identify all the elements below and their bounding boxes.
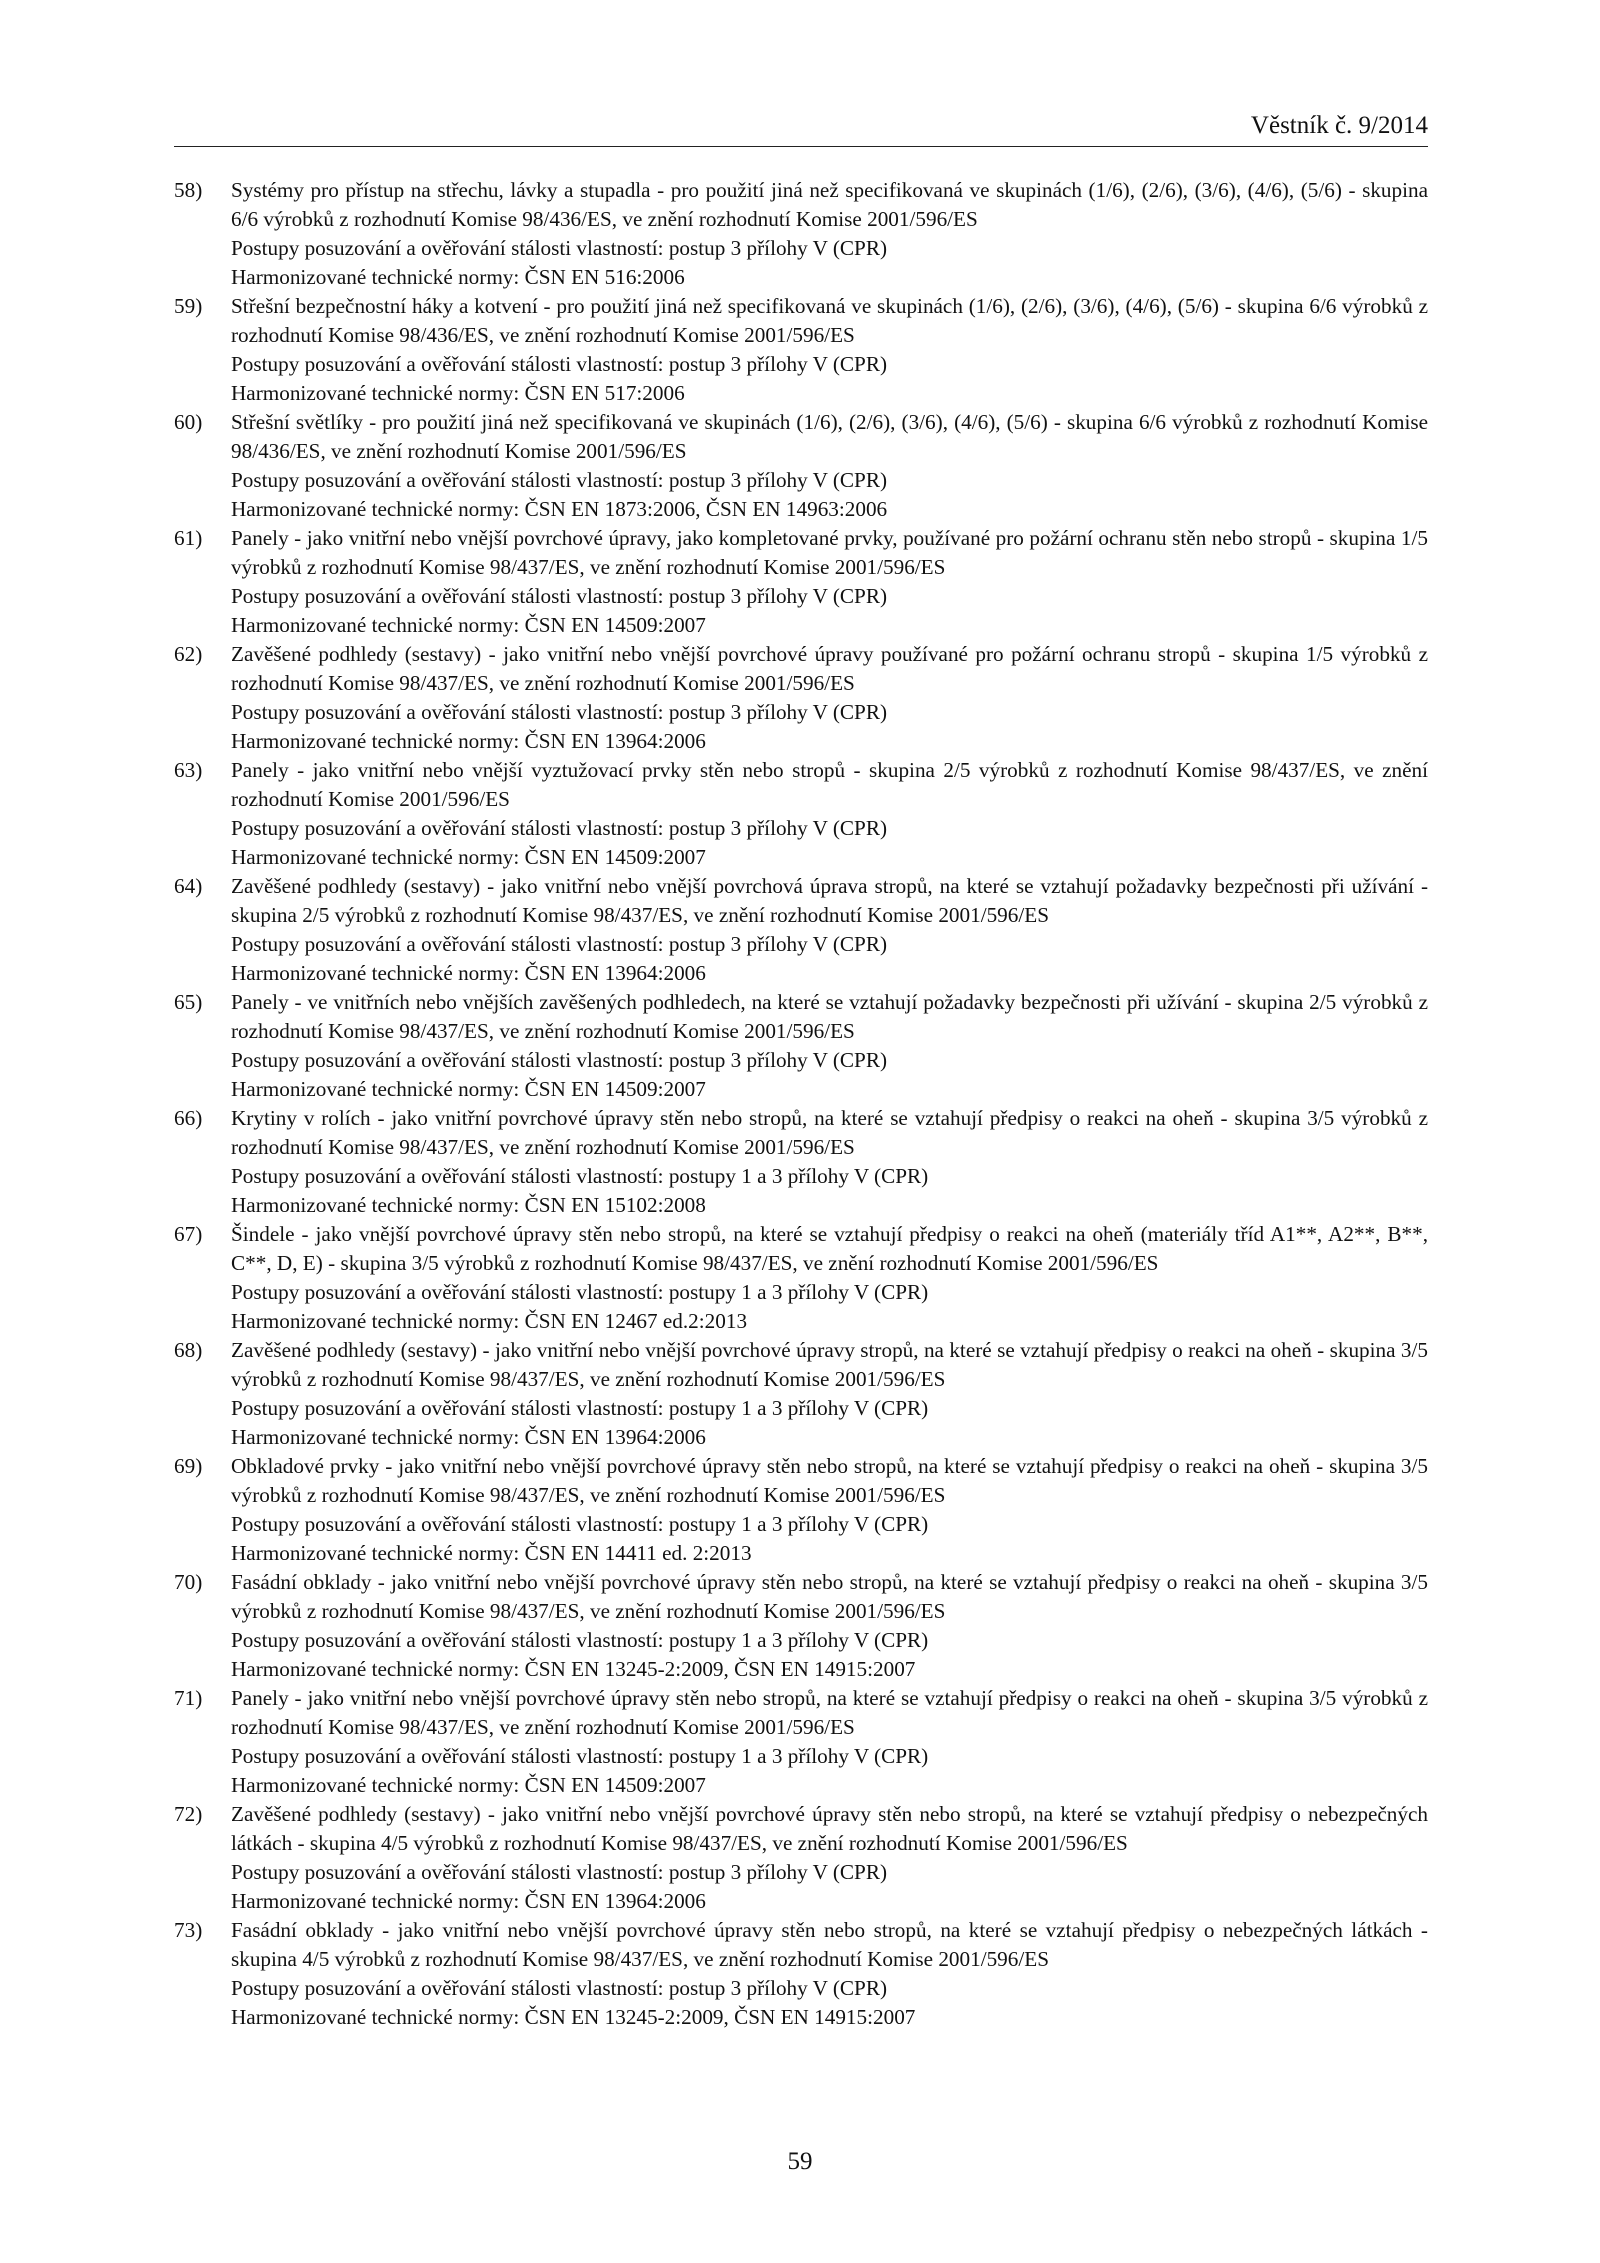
item-procedure: Postupy posuzování a ověřování stálosti vlastností: postupy 1 a 3 přílohy V (CPR): [231, 1512, 929, 1536]
item-number: 70): [174, 1570, 203, 1594]
item-description: Zavěšené podhledy (sestavy) - jako vnitřní nebo vnější povrchové úpravy stropů, na které se vztahují předpisy o reakci na oheň - skupina 3/5 výrobků z rozhodnutí Komise 98/437/ES, ve znění rozhodnutí Komise 2001/596/ES: [231, 1338, 1428, 1391]
list-item: [174, 1336, 1428, 1452]
list-item: [174, 1104, 1428, 1220]
list-item: [174, 408, 1428, 524]
item-procedure: Postupy posuzování a ověřování stálosti vlastností: postupy 1 a 3 přílohy V (CPR): [231, 1744, 929, 1768]
item-number: 64): [174, 874, 203, 898]
list-item: [174, 1916, 1428, 2032]
item-description: Zavěšené podhledy (sestavy) - jako vnitřní nebo vnější povrchové úpravy používané pro požární ochranu stropů - skupina 1/5 výrobků z rozhodnutí Komise 98/437/ES, ve znění rozhodnutí Komise 2001/596/ES: [231, 642, 1428, 695]
list-item: [174, 756, 1428, 872]
list-item: [174, 1800, 1428, 1916]
item-procedure: Postupy posuzování a ověřování stálosti vlastností: postupy 1 a 3 přílohy V (CPR): [231, 1396, 929, 1420]
page-number: 59: [787, 2148, 813, 2175]
item-norms: Harmonizované technické normy: ČSN EN 14509:2007: [231, 1077, 706, 1101]
list-item: [174, 1220, 1428, 1336]
item-norms: Harmonizované technické normy: ČSN EN 12467 ed.2:2013: [231, 1309, 748, 1333]
item-norms: Harmonizované technické normy: ČSN EN 14509:2007: [231, 1773, 706, 1797]
item-number: 71): [174, 1686, 203, 1710]
item-description: Zavěšené podhledy (sestavy) - jako vnitřní nebo vnější povrchové úpravy stěn nebo stropů, na které se vztahují předpisy o nebezpečných látkách - skupina 4/5 výrobků z rozhodnutí Komise 98/437/ES, ve znění rozhodnutí Komise 2001/596/ES: [231, 1802, 1428, 1855]
item-number: 65): [174, 990, 203, 1014]
item-norms: Harmonizované technické normy: ČSN EN 13245-2:2009, ČSN EN 14915:2007: [231, 2005, 916, 2029]
item-number: 66): [174, 1106, 203, 1130]
item-norms: Harmonizované technické normy: ČSN EN 1873:2006, ČSN EN 14963:2006: [231, 497, 888, 521]
list-item: [174, 176, 1428, 292]
item-number: 67): [174, 1222, 203, 1246]
item-norms: Harmonizované technické normy: ČSN EN 516:2006: [231, 265, 685, 289]
item-procedure: Postupy posuzování a ověřování stálosti vlastností: postupy 1 a 3 přílohy V (CPR): [231, 1280, 929, 1304]
item-number: 61): [174, 526, 203, 550]
document-body: [174, 176, 1428, 2032]
item-norms: Harmonizované technické normy: ČSN EN 517:2006: [231, 381, 685, 405]
list-item: [174, 1684, 1428, 1800]
journal-title: Věstník č. 9/2014: [1250, 112, 1428, 139]
item-norms: Harmonizované technické normy: ČSN EN 13964:2006: [231, 729, 706, 753]
item-description: Šindele - jako vnější povrchové úpravy stěn nebo stropů, na které se vztahují předpisy o reakci na oheň (materiály tříd A1**, A2**, B**, C**, D, E) - skupina 3/5 výrobků z rozhodnutí Komise 98/437/ES, ve znění rozhodnutí Komise 2001/596/ES: [231, 1222, 1428, 1275]
item-norms: Harmonizované technické normy: ČSN EN 13964:2006: [231, 1425, 706, 1449]
item-number: 58): [174, 178, 203, 202]
list-item: [174, 640, 1428, 756]
list-item: [174, 1452, 1428, 1568]
item-description: Zavěšené podhledy (sestavy) - jako vnitřní nebo vnější povrchová úprava stropů, na které se vztahují požadavky bezpečnosti při užívání - skupina 2/5 výrobků z rozhodnutí Komise 98/437/ES, ve znění rozhodnutí Komise 2001/596/ES: [231, 874, 1428, 927]
item-procedure: Postupy posuzování a ověřování stálosti vlastností: postup 3 přílohy V (CPR): [231, 468, 888, 492]
item-number: 60): [174, 410, 203, 434]
item-description: Krytiny v rolích - jako vnitřní povrchové úpravy stěn nebo stropů, na které se vztahují předpisy o reakci na oheň - skupina 3/5 výrobků z rozhodnutí Komise 98/437/ES, ve znění rozhodnutí Komise 2001/596/ES: [231, 1106, 1428, 1159]
item-procedure: Postupy posuzování a ověřování stálosti vlastností: postup 3 přílohy V (CPR): [231, 816, 888, 840]
item-procedure: Postupy posuzování a ověřování stálosti vlastností: postup 3 přílohy V (CPR): [231, 700, 888, 724]
list-item: [174, 872, 1428, 988]
item-procedure: Postupy posuzování a ověřování stálosti vlastností: postup 3 přílohy V (CPR): [231, 1860, 888, 1884]
item-procedure: Postupy posuzování a ověřování stálosti vlastností: postupy 1 a 3 přílohy V (CPR): [231, 1628, 929, 1652]
item-number: 69): [174, 1454, 203, 1478]
item-description: Panely - ve vnitřních nebo vnějších zavěšených podhledech, na které se vztahují požadavky bezpečnosti při užívání - skupina 2/5 výrobků z rozhodnutí Komise 98/437/ES, ve znění rozhodnutí Komise 2001/596/ES: [231, 990, 1428, 1043]
item-norms: Harmonizované technické normy: ČSN EN 14509:2007: [231, 845, 706, 869]
item-norms: Harmonizované technické normy: ČSN EN 14411 ed. 2:2013: [231, 1541, 752, 1565]
item-number: 63): [174, 758, 203, 782]
item-description: Fasádní obklady - jako vnitřní nebo vnější povrchové úpravy stěn nebo stropů, na které se vztahují předpisy o nebezpečných látkách - skupina 4/5 výrobků z rozhodnutí Komise 98/437/ES, ve znění rozhodnutí Komise 2001/596/ES: [231, 1918, 1428, 1971]
list-item: [174, 524, 1428, 640]
item-description: Střešní bezpečnostní háky a kotvení - pro použití jiná než specifikovaná ve skupinách (1/6), (2/6), (3/6), (4/6), (5/6) - skupina 6/6 výrobků z rozhodnutí Komise 98/436/ES, ve znění rozhodnutí Komise 2001/596/ES: [231, 294, 1428, 347]
item-description: Panely - jako vnitřní nebo vnější povrchové úpravy, jako kompletované prvky, používané pro požární ochranu stěn nebo stropů - skupina 1/5 výrobků z rozhodnutí Komise 98/437/ES, ve znění rozhodnutí Komise 2001/596/ES: [231, 526, 1428, 579]
item-norms: Harmonizované technické normy: ČSN EN 13964:2006: [231, 1889, 706, 1913]
item-description: Fasádní obklady - jako vnitřní nebo vnější povrchové úpravy stěn nebo stropů, na které se vztahují předpisy o reakci na oheň - skupina 3/5 výrobků z rozhodnutí Komise 98/437/ES, ve znění rozhodnutí Komise 2001/596/ES: [231, 1570, 1428, 1623]
item-procedure: Postupy posuzování a ověřování stálosti vlastností: postup 3 přílohy V (CPR): [231, 584, 888, 608]
item-number: 68): [174, 1338, 203, 1362]
item-number: 59): [174, 294, 203, 318]
item-number: 73): [174, 1918, 203, 1942]
list-item: [174, 988, 1428, 1104]
item-number: 72): [174, 1802, 203, 1826]
list-item: [174, 292, 1428, 408]
item-procedure: Postupy posuzování a ověřování stálosti vlastností: postup 3 přílohy V (CPR): [231, 352, 888, 376]
item-norms: Harmonizované technické normy: ČSN EN 15102:2008: [231, 1193, 706, 1217]
item-description: Střešní světlíky - pro použití jiná než specifikovaná ve skupinách (1/6), (2/6), (3/6), (4/6), (5/6) - skupina 6/6 výrobků z rozhodnutí Komise 98/436/ES, ve znění rozhodnutí Komise 2001/596/ES: [231, 410, 1428, 463]
item-number: 62): [174, 642, 203, 666]
item-description: Panely - jako vnitřní nebo vnější vyztužovací prvky stěn nebo stropů - skupina 2/5 výrobků z rozhodnutí Komise 98/437/ES, ve znění rozhodnutí Komise 2001/596/ES: [231, 758, 1428, 811]
item-description: Systémy pro přístup na střechu, lávky a stupadla - pro použití jiná než specifikovaná ve skupinách (1/6), (2/6), (3/6), (4/6), (5/6) - skupina 6/6 výrobků z rozhodnutí Komise 98/436/ES, ve znění rozhodnutí Komise 2001/596/ES: [231, 178, 1428, 231]
item-norms: Harmonizované technické normy: ČSN EN 14509:2007: [231, 613, 706, 637]
item-procedure: Postupy posuzování a ověřování stálosti vlastností: postup 3 přílohy V (CPR): [231, 1048, 888, 1072]
page-header: [174, 112, 1428, 147]
item-procedure: Postupy posuzování a ověřování stálosti vlastností: postup 3 přílohy V (CPR): [231, 932, 888, 956]
list-item: [174, 1568, 1428, 1684]
item-norms: Harmonizované technické normy: ČSN EN 13245-2:2009, ČSN EN 14915:2007: [231, 1657, 916, 1681]
item-procedure: Postupy posuzování a ověřování stálosti vlastností: postup 3 přílohy V (CPR): [231, 1976, 888, 2000]
item-description: Panely - jako vnitřní nebo vnější povrchové úpravy stěn nebo stropů, na které se vztahují předpisy o reakci na oheň - skupina 3/5 výrobků z rozhodnutí Komise 98/437/ES, ve znění rozhodnutí Komise 2001/596/ES: [231, 1686, 1428, 1739]
item-procedure: Postupy posuzování a ověřování stálosti vlastností: postupy 1 a 3 přílohy V (CPR): [231, 1164, 929, 1188]
item-description: Obkladové prvky - jako vnitřní nebo vnější povrchové úpravy stěn nebo stropů, na které se vztahují předpisy o reakci na oheň - skupina 3/5 výrobků z rozhodnutí Komise 98/437/ES, ve znění rozhodnutí Komise 2001/596/ES: [231, 1454, 1428, 1507]
item-procedure: Postupy posuzování a ověřování stálosti vlastností: postup 3 přílohy V (CPR): [231, 236, 888, 260]
item-norms: Harmonizované technické normy: ČSN EN 13964:2006: [231, 961, 706, 985]
